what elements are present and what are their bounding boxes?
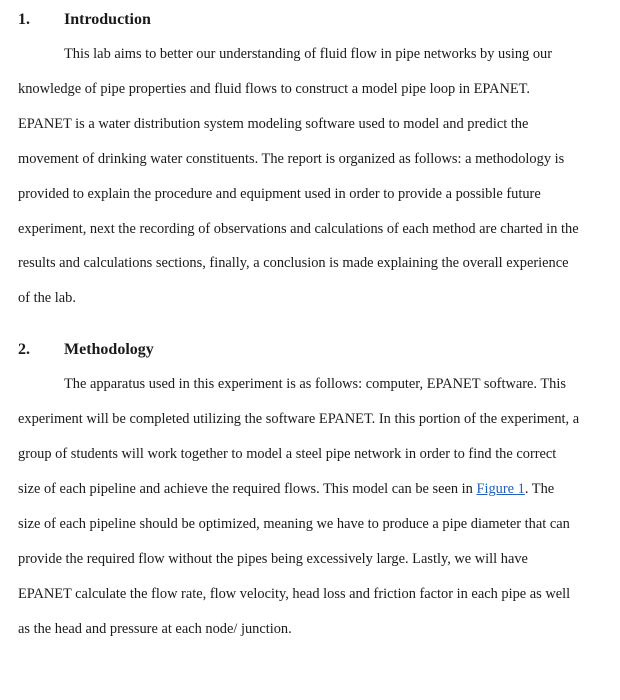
text-line: movement of drinking water constituents. The report is organized as follows: a methodology is (18, 150, 565, 167)
section-number: 1. (18, 11, 30, 28)
text-segment: . The (524, 480, 555, 497)
text-line: knowledge of pipe properties and fluid flows to construct a model pipe loop in EPANET. (18, 80, 530, 97)
text-line: The apparatus used in this experiment is as follows: computer, EPANET software. This (64, 376, 566, 393)
text-line: experiment will be completed utilizing the software EPANET. In this portion of the experiment, a (18, 411, 580, 428)
section-title: Methodology (64, 341, 154, 359)
figure-1-link[interactable]: Figure 1 (476, 480, 525, 497)
text-segment: size of each pipeline and achieve the required flows. This model can be seen in (18, 480, 477, 497)
section-heading (18, 11, 610, 33)
paragraph (18, 367, 610, 646)
text-line: experiment, next the recording of observations and calculations of each method are charted in the (18, 220, 579, 237)
text-line: provide the required flow without the pipes being excessively large. Lastly, we will have (18, 550, 528, 567)
section-heading (18, 341, 610, 363)
text-line: EPANET calculate the flow rate, flow velocity, head loss and friction factor in each pipe as well (18, 585, 571, 602)
section-introduction (18, 0, 610, 316)
text-line: EPANET is a water distribution system modeling software used to model and predict the (18, 115, 529, 132)
section-title: Introduction (64, 11, 151, 28)
text-line: as the head and pressure at each node/ junction. (18, 620, 292, 637)
text-line: group of students will work together to model a steel pipe network in order to find the correct (18, 446, 557, 463)
section-number: 2. (18, 341, 30, 359)
text-line-with-link (18, 472, 610, 507)
text-line: This lab aims to better our understanding of fluid flow in pipe networks by using our (64, 46, 553, 62)
text-line: of the lab. (18, 290, 76, 307)
text-line: size of each pipeline should be optimized, meaning we have to produce a pipe diameter that can (18, 515, 570, 532)
paragraph (18, 37, 610, 316)
text-line: provided to explain the procedure and equipment used in order to provide a possible future (18, 185, 541, 202)
text-line: results and calculations sections, finally, a conclusion is made explaining the overall experience (18, 255, 569, 272)
section-methodology (18, 341, 610, 646)
